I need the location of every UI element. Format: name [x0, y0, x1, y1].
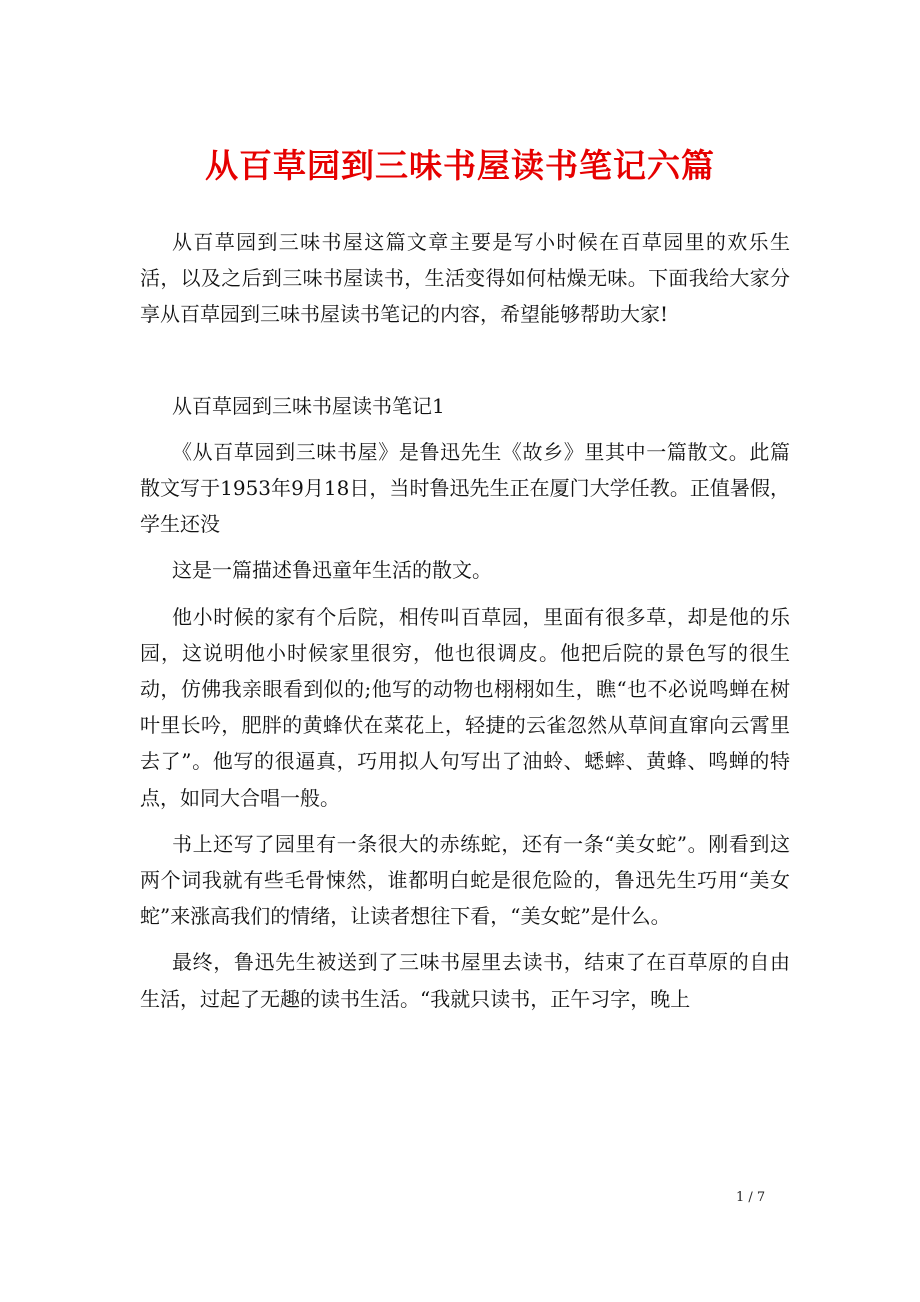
body-paragraph: 这是一篇描述鲁迅童年生活的散文。 — [172, 558, 492, 583]
body-paragraph: 最终，鲁迅先生被送到了三味书屋里去读书，结束了在百草原的自由生活，过起了无趣的读书生活。“我就只读书，正午习字，晚上 — [140, 950, 790, 1011]
body-paragraph: 书上还写了园里有一条很大的赤练蛇，还有一条“美女蛇”。刚看到这两个词我就有些毛骨悚然，谁都明白蛇是很危险的，鲁迅先生巧用“美女蛇”来涨高我们的情绪，让读者想往下看，“美女蛇”是什么。 — [140, 831, 790, 929]
document-body — [140, 224, 790, 1027]
document-title: 从百草园到三味书屋读书笔记六篇 — [205, 146, 715, 185]
body-paragraph: 他小时候的家有个后院，相传叫百草园，里面有很多草，却是他的乐园，这说明他小时候家里很穷，他也很调皮。他把后院的景色写的很生动，仿佛我亲眼看到似的;他写的动物也栩栩如生，瞧“也不必说鸣蝉在树叶里长吟，肥胖的黄蜂伏在菜花上，轻捷的云雀忽然从草间直窜向云霄里去了”。他写的很逼真，巧用拟人句写出了油蛉、蟋蟀、黄蜂、鸣蝉的特点，如同大合唱一般。 — [140, 604, 790, 810]
body-paragraph: 《从百草园到三味书屋》是鲁迅先生《故乡》里其中一篇散文。此篇散文写于1953年9月18日，当时鲁迅先生正在厦门大学任教。正值暑假，学生还没 — [140, 439, 790, 537]
intro-paragraph: 从百草园到三味书屋这篇文章主要是写小时候在百草园里的欢乐生活，以及之后到三味书屋读书，生活变得如何枯燥无味。下面我给大家分享从百草园到三味书屋读书笔记的内容，希望能够帮助大家! — [140, 230, 790, 327]
section-heading: 从百草园到三味书屋读书笔记1 — [172, 393, 445, 418]
page-number: 1 / 7 — [736, 1190, 766, 1205]
